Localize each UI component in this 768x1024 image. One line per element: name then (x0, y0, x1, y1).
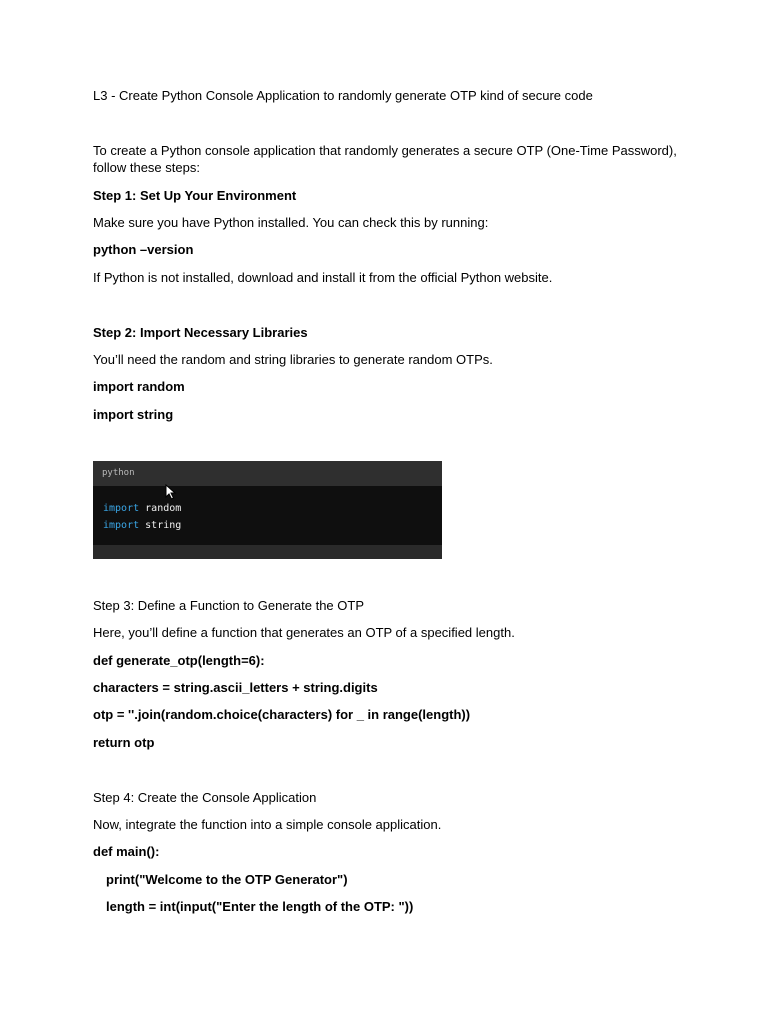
step4-code-line-2: print("Welcome to the OTP Generator") (106, 872, 348, 887)
step4-text: Now, integrate the function into a simple console application. (93, 817, 442, 832)
document-title: L3 - Create Python Console Application to randomly generate OTP kind of secure code (93, 88, 593, 103)
step1-command: python –version (93, 242, 194, 257)
step2-text: You’ll need the random and string libraries to generate random OTPs. (93, 352, 493, 367)
code-language-label: python (93, 461, 442, 486)
step3-code-line-2: characters = string.ascii_letters + string.digits (93, 680, 378, 695)
step3-heading: Step 3: Define a Function to Generate the OTP (93, 598, 364, 613)
step1-note: If Python is not installed, download and install it from the official Python website. (93, 270, 553, 285)
code-keyword: import (103, 520, 140, 531)
step4-code-line-1: def main(): (93, 844, 160, 859)
step3-text: Here, you’ll define a function that generates an OTP of a specified length. (93, 625, 515, 640)
step1-text: Make sure you have Python installed. You can check this by running: (93, 215, 489, 230)
intro-paragraph: To create a Python console application that randomly generates a secure OTP (One-Time Password), follow these steps: (93, 143, 681, 175)
step3-code-line-3: otp = ''.join(random.choice(characters) for _ in range(length)) (93, 707, 471, 722)
step3-code-line-4: return otp (93, 735, 155, 750)
mouse-pointer-icon (165, 484, 177, 500)
step2-code-line-2: import string (93, 407, 174, 422)
step3-code-line-1: def generate_otp(length=6): (93, 653, 265, 668)
step1-heading: Step 1: Set Up Your Environment (93, 188, 297, 203)
code-body (93, 486, 442, 534)
code-snippet-image (93, 461, 442, 559)
step2-code-line-1: import random (93, 379, 185, 394)
code-line (103, 517, 442, 534)
code-line (103, 500, 442, 517)
code-keyword: import (103, 503, 140, 514)
code-footer-bar (93, 545, 442, 559)
code-identifier: string (145, 520, 182, 531)
step4-heading: Step 4: Create the Console Application (93, 790, 317, 805)
step4-code-line-3: length = int(input("Enter the length of the OTP: ")) (106, 899, 414, 914)
step2-heading: Step 2: Import Necessary Libraries (93, 325, 308, 340)
code-identifier: random (145, 503, 182, 514)
